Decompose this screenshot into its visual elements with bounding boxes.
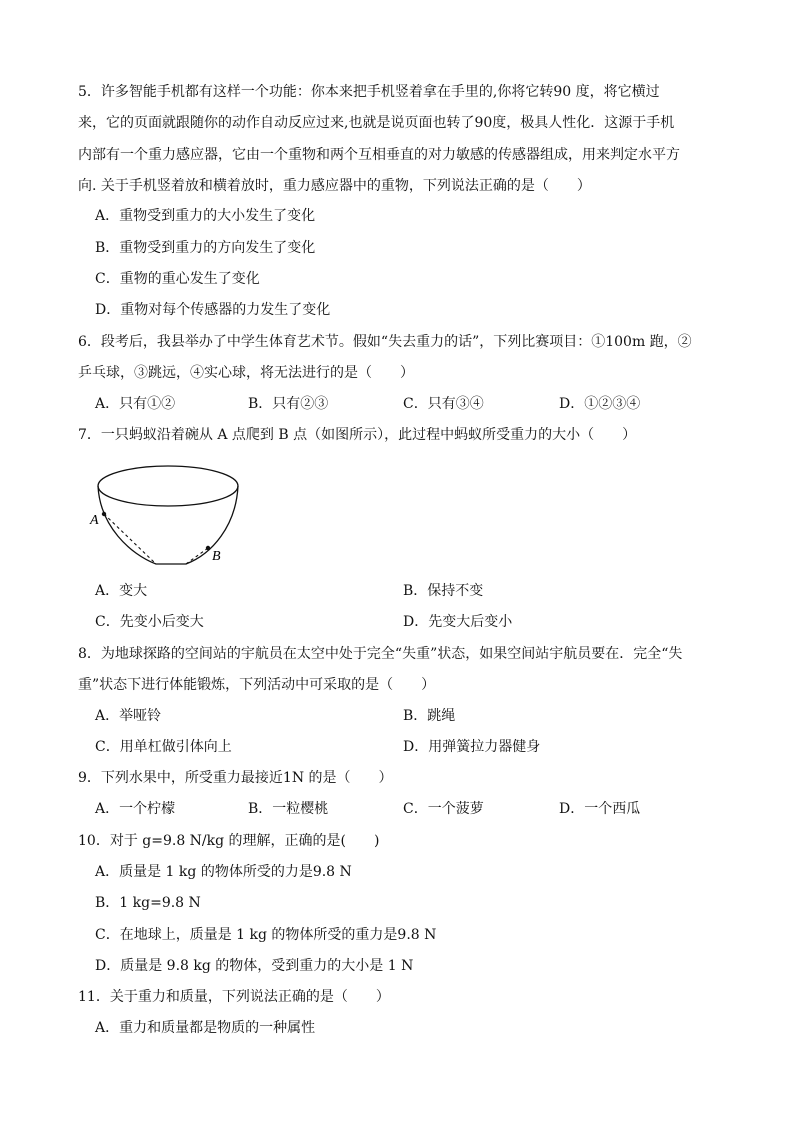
q8-option-d: D．用弹簧拉力器健身 bbox=[403, 739, 541, 755]
q10-stem-line1: 10．对于 g=9.8 N/kg 的理解，正确的是( ) bbox=[78, 833, 380, 849]
q8-stem-line2: 重”状态下进行体能锻炼，下列活动中可采取的是（ ） bbox=[78, 677, 436, 693]
q8-option-b: B．跳绳 bbox=[403, 708, 456, 724]
q7-option-c: C．先变小后变大 bbox=[95, 614, 204, 630]
q7-option-d: D．先变大后变小 bbox=[403, 614, 513, 630]
q10-option-b: B．1 kg=9.8 N bbox=[95, 895, 201, 911]
q5-option-c: C．重物的重心发生了变化 bbox=[95, 271, 260, 287]
q9-option-c: C．一个菠萝 bbox=[403, 801, 484, 817]
label-b: B bbox=[212, 549, 221, 564]
q8-option-c: C．用单杠做引体向上 bbox=[95, 739, 232, 755]
q6-option-a: A．只有①② bbox=[95, 396, 176, 412]
q10-option-a: A．质量是 1 kg 的物体所受的力是9.8 N bbox=[95, 864, 352, 880]
q5-stem-line1: 5．许多智能手机都有这样一个功能：你本来把手机竖着拿在手里的,你将它转90 度，将它横过 bbox=[78, 84, 660, 100]
q8-option-a: A．举哑铃 bbox=[95, 708, 162, 724]
label-a: A bbox=[90, 513, 99, 528]
q8-stem-line1: 8．为地球探路的空间站的宇航员在太空中处于完全“失重”状态，如果空间站宇航员要在．完全“失 bbox=[78, 646, 683, 662]
q5-option-d: D．重物对每个传感器的力发生了变化 bbox=[95, 302, 331, 318]
q9-option-a: A．一个柠檬 bbox=[95, 801, 176, 817]
bowl-rim bbox=[98, 466, 238, 506]
q5-stem-line2: 来，它的页面就跟随你的动作自动反应过来,也就是说页面也转了90度，极具人性化．这源于手机 bbox=[78, 115, 675, 131]
q11-option-a: A．重力和质量都是物质的一种属性 bbox=[95, 1020, 316, 1036]
q9-stem-line1: 9．下列水果中，所受重力最接近1N 的是（ ） bbox=[78, 770, 393, 786]
q9-option-b: B．一粒樱桃 bbox=[248, 801, 329, 817]
q5-stem-line3: 内部有一个重力感应器，它由一个重物和两个互相垂直的对力敏感的传感器组成，用来判定水平方 bbox=[78, 147, 680, 163]
q5-option-a: A．重物受到重力的大小发生了变化 bbox=[95, 208, 316, 224]
dashed-path-right bbox=[186, 548, 208, 564]
q5-option-b: B．重物受到重力的方向发生了变化 bbox=[95, 240, 316, 256]
q6-option-d: D．①②③④ bbox=[559, 396, 641, 412]
q6-stem-line1: 6．段考后，我县举办了中学生体育艺术节。假如“失去重力的话”，下列比赛项目：①100m 跑，② bbox=[78, 334, 692, 350]
dashed-path-left bbox=[104, 514, 156, 564]
q7-stem-line1: 7．一只蚂蚁沿着碗从 A 点爬到 B 点（如图所示），此过程中蚂蚁所受重力的大小（ ） bbox=[78, 427, 637, 443]
q7-option-b: B．保持不变 bbox=[403, 583, 484, 599]
q5-stem-line4: 向. 关于手机竖着放和横着放时，重力感应器中的重物，下列说法正确的是（ ） bbox=[78, 178, 591, 194]
q6-stem-line2: 乒乓球，③跳远，④实心球，将无法进行的是（ ） bbox=[78, 365, 414, 381]
bowl-figure bbox=[88, 462, 248, 574]
q7-option-a: A．变大 bbox=[95, 583, 148, 599]
q10-option-c: C．在地球上，质量是 1 kg 的物体所受的重力是9.8 N bbox=[95, 927, 437, 943]
q6-option-c: C．只有③④ bbox=[403, 396, 484, 412]
q6-option-b: B．只有②③ bbox=[248, 396, 329, 412]
q9-option-d: D．一个西瓜 bbox=[559, 801, 641, 817]
q11-stem-line1: 11．关于重力和质量，下列说法正确的是（ ） bbox=[78, 989, 390, 1005]
q10-option-d: D．质量是 9.8 kg 的物体，受到重力的大小是 1 N bbox=[95, 958, 414, 974]
